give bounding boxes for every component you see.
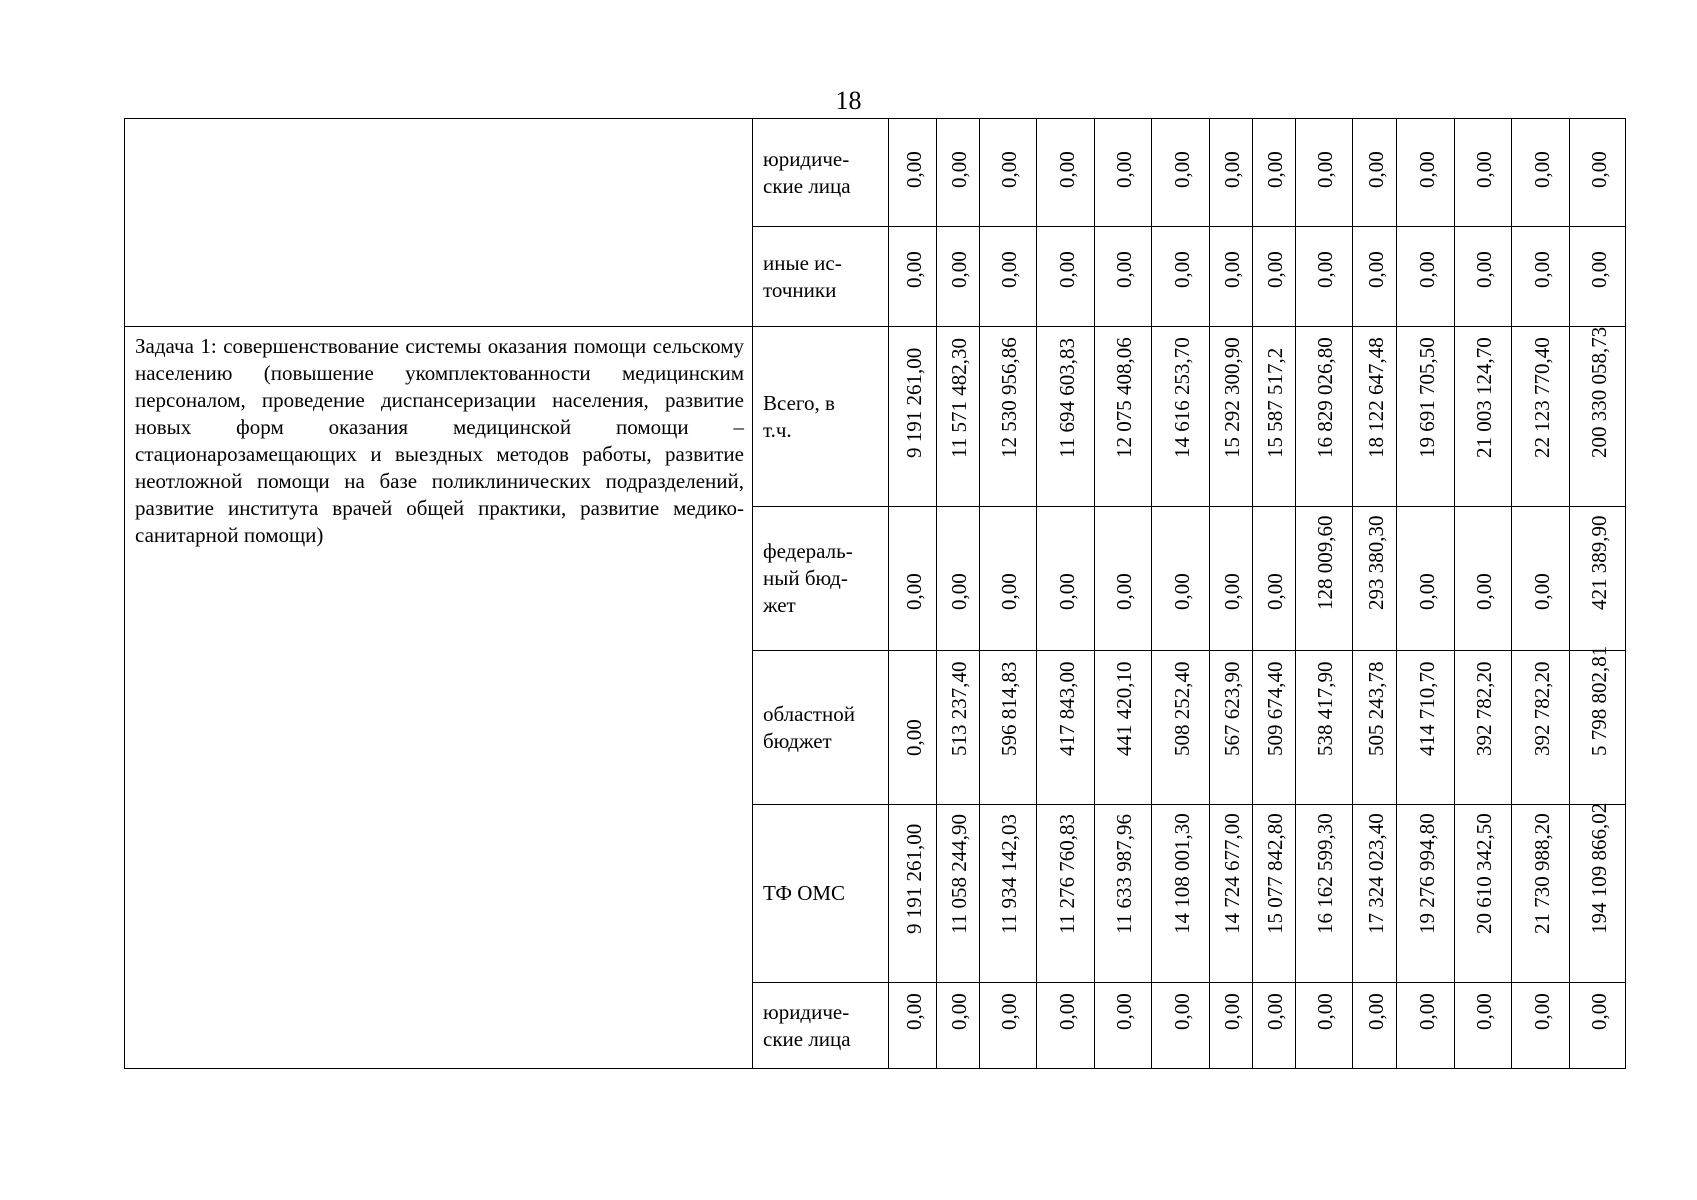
value-text: 0,00 [1472,251,1496,288]
value-text: 392 782,20 [1529,661,1554,756]
value-text: 0,00 [947,251,971,288]
value-text: 21 730 988,20 [1529,813,1554,934]
value-cell [1210,805,1253,983]
value-cell [1397,507,1455,651]
value-text: 0,00 [1414,151,1439,188]
blank-description-cell [125,119,753,327]
value-text: 5 798 802,81 [1586,645,1611,756]
value-cell [1455,227,1512,327]
value-text: 0,00 [1112,151,1136,188]
value-cell [1512,119,1570,227]
value-cell [1397,651,1455,805]
value-cell [1095,119,1152,227]
value-text: 11 694 603,83 [1054,338,1079,458]
value-cell [1037,983,1095,1069]
value-text: 414 710,70 [1414,661,1439,756]
value-text: 0,00 [1054,151,1079,188]
value-text: 0,00 [1472,151,1496,188]
funding-source-label: иные ис- точники [753,227,889,327]
value-text: 421 389,90 [1586,515,1611,610]
value-text: 0,00 [1054,993,1079,1030]
value-text: 509 674,40 [1263,661,1287,756]
value-text: 0,00 [1529,993,1554,1030]
value-text: 0,00 [1313,251,1337,288]
value-text: 0,00 [1472,573,1496,610]
value-cell [1210,327,1253,507]
value-text: 0,00 [901,151,926,188]
value-cell [1512,983,1570,1069]
value-cell [1570,227,1626,327]
value-cell [1210,119,1253,227]
funding-source-label: ТФ ОМС [753,805,889,983]
value-cell [1152,119,1210,227]
value-cell [937,227,980,327]
value-cell [1095,805,1152,983]
value-cell [937,119,980,227]
value-text: 0,00 [1363,993,1388,1030]
value-cell [980,507,1037,651]
funding-source-label: областной бюджет [753,651,889,805]
value-cell [1570,802,1626,983]
value-text: 0,00 [997,993,1021,1030]
value-text: 194 109 866,02 [1586,802,1611,934]
value-cell [1095,327,1152,507]
value-text: 0,00 [1586,993,1611,1030]
value-text: 9 191 261,00 [901,823,926,934]
value-cell [1253,227,1296,327]
value-cell [1512,507,1570,651]
value-text: 0,00 [1472,993,1496,1030]
value-text: 417 843,00 [1054,661,1079,756]
value-text: 0,00 [997,251,1021,288]
value-text: 392 782,20 [1472,661,1496,756]
value-cell [1253,119,1296,227]
value-cell [1570,507,1626,651]
value-cell [889,327,937,507]
value-cell [889,983,937,1069]
value-text: 11 571 482,30 [947,338,971,458]
value-text: 0,00 [1263,993,1287,1030]
value-text: 20 610 342,50 [1472,813,1496,934]
value-cell [1296,327,1353,507]
budget-table [124,118,1626,1069]
value-cell [1353,119,1397,227]
value-cell [937,805,980,983]
value-cell [980,983,1037,1069]
value-cell [1095,227,1152,327]
value-text: 0,00 [1586,151,1611,188]
value-cell [1397,227,1455,327]
value-cell [1296,983,1353,1069]
value-text: 16 162 599,30 [1313,813,1337,934]
value-cell [937,507,980,651]
value-cell [1296,651,1353,805]
value-text: 0,00 [901,573,926,610]
value-cell [1095,651,1152,805]
value-cell [1353,983,1397,1069]
value-cell [980,327,1037,507]
value-text: 0,00 [1220,573,1244,610]
value-cell [1353,327,1397,507]
value-cell [1397,327,1455,507]
value-text: 0,00 [901,993,926,1030]
value-cell [1570,645,1626,805]
value-text: 9 191 261,00 [901,347,926,458]
value-text: 0,00 [1363,151,1388,188]
value-text: 11 058 244,90 [947,814,971,934]
value-cell [1353,805,1397,983]
value-text: 0,00 [1263,251,1287,288]
value-text: 0,00 [997,151,1021,188]
value-text: 11 633 987,96 [1112,814,1136,934]
value-text: 508 252,40 [1169,661,1194,756]
value-text: 0,00 [1220,251,1244,288]
value-text: 0,00 [901,251,926,288]
value-cell [1512,327,1570,507]
value-cell [1152,805,1210,983]
value-cell [1095,507,1152,651]
value-cell [1210,227,1253,327]
value-text: 538 417,90 [1313,661,1337,756]
value-text: 19 691 705,50 [1414,337,1439,458]
value-cell [1353,651,1397,805]
value-text: 0,00 [1112,251,1136,288]
value-text: 567 623,90 [1220,661,1244,756]
value-cell [1353,507,1397,651]
value-text: 12 075 408,06 [1112,337,1136,458]
funding-source-label: юридиче- ские лица [753,983,889,1069]
value-cell [1095,983,1152,1069]
value-text: 0,00 [1220,151,1244,188]
funding-source-label: Всего, в т.ч. [753,327,889,507]
value-text: 0,00 [1313,151,1337,188]
value-text: 0,00 [1529,573,1554,610]
value-cell [889,805,937,983]
value-text: 14 616 253,70 [1169,337,1194,458]
value-text: 12 530 956,86 [997,337,1021,458]
value-cell [1253,327,1296,507]
value-cell [1512,227,1570,327]
value-cell [889,119,937,227]
value-text: 17 324 023,40 [1363,813,1388,934]
value-cell [980,119,1037,227]
value-cell [937,983,980,1069]
value-text: 0,00 [1414,993,1439,1030]
value-cell [1353,227,1397,327]
value-text: 14 724 677,00 [1220,813,1244,934]
value-text: 0,00 [1112,993,1136,1030]
row-total [125,327,1626,507]
value-cell [1037,119,1095,227]
value-cell [1253,805,1296,983]
value-cell [889,227,937,327]
value-cell [1570,119,1626,227]
value-cell [1152,227,1210,327]
value-text: 0,00 [947,573,971,610]
value-text: 0,00 [947,151,971,188]
value-cell [1455,327,1512,507]
value-cell [1397,805,1455,983]
value-text: 293 380,30 [1363,515,1388,610]
value-text: 0,00 [1054,251,1079,288]
value-cell [1210,651,1253,805]
value-text: 16 829 026,80 [1313,337,1337,458]
value-text: 14 108 001,30 [1169,813,1194,934]
value-text: 15 077 842,80 [1263,813,1287,934]
funding-source-label: юридиче- ские лица [753,119,889,227]
value-cell [1253,507,1296,651]
value-cell [1397,119,1455,227]
value-cell [1296,119,1353,227]
value-text: 0,00 [1529,251,1554,288]
value-text: 0,00 [1054,573,1079,610]
value-cell [1455,507,1512,651]
value-text: 0,00 [1313,993,1337,1030]
value-text: 0,00 [1169,151,1194,188]
value-text: 11 276 760,83 [1054,814,1079,934]
value-cell [1152,651,1210,805]
value-text: 0,00 [1363,251,1388,288]
value-text: 200 330 058,73 [1586,326,1611,458]
value-text: 0,00 [1220,993,1244,1030]
value-text: 15 587 517,2 [1263,347,1287,458]
value-cell [1037,327,1095,507]
value-text: 0,00 [997,573,1021,610]
value-text: 596 814,83 [997,661,1021,756]
value-text: 0,00 [1169,573,1194,610]
value-text: 128 009,60 [1313,515,1337,610]
value-cell [1455,119,1512,227]
row-legal-entities [125,119,1626,227]
value-cell [1296,227,1353,327]
value-text: 18 122 647,48 [1363,337,1388,458]
value-cell [937,327,980,507]
value-cell [980,227,1037,327]
value-text: 0,00 [1112,573,1136,610]
value-text: 0,00 [1529,151,1554,188]
value-cell [1253,983,1296,1069]
value-text: 0,00 [1169,251,1194,288]
value-text: 513 237,40 [947,661,971,756]
value-cell [1037,651,1095,805]
value-cell [1296,805,1353,983]
value-text: 0,00 [901,719,926,756]
value-text: 441 420,10 [1112,661,1136,756]
value-text: 21 003 124,70 [1472,337,1496,458]
value-cell [937,651,980,805]
value-cell [1397,983,1455,1069]
value-text: 0,00 [1414,251,1439,288]
value-cell [889,651,937,805]
value-cell [1455,651,1512,805]
value-text: 0,00 [947,993,971,1030]
value-cell [1037,507,1095,651]
value-cell [980,805,1037,983]
value-cell [1512,651,1570,805]
value-text: 0,00 [1169,993,1194,1030]
value-text: 0,00 [1586,251,1611,288]
task-description: Задача 1: совершенствование системы оказания помощи сельскому населению (повышение укомплектованности медицинским персоналом, проведение диспансеризации населения, развитие новых форм оказания медицинской помощи – стационарозамещающих и выездных методов работы, развитие неотложной помощи на базе поликлинических подразделений, развитие института врачей общей практики, развитие медико-санитарной помощи) [125,327,753,1069]
value-cell [1210,507,1253,651]
value-cell [1570,327,1626,507]
value-text: 22 123 770,40 [1529,337,1554,458]
value-cell [1455,805,1512,983]
value-cell [1253,651,1296,805]
value-cell [1296,507,1353,651]
value-cell [1152,507,1210,651]
value-cell [889,507,937,651]
value-cell [1210,983,1253,1069]
value-text: 505 243,78 [1363,661,1388,756]
value-cell [1037,227,1095,327]
value-cell [1455,983,1512,1069]
funding-source-label: федераль- ный бюд- жет [753,507,889,651]
value-cell [1512,805,1570,983]
value-text: 19 276 994,80 [1414,813,1439,934]
value-cell [980,651,1037,805]
value-cell [1152,983,1210,1069]
value-cell [1152,327,1210,507]
value-cell [1037,805,1095,983]
value-text: 0,00 [1263,573,1287,610]
value-text: 15 292 300,90 [1220,337,1244,458]
page-number: 18 [835,86,862,115]
value-cell [1570,983,1626,1069]
value-text: 0,00 [1263,151,1287,188]
value-text: 11 934 142,03 [997,814,1021,934]
value-text: 0,00 [1414,573,1439,610]
